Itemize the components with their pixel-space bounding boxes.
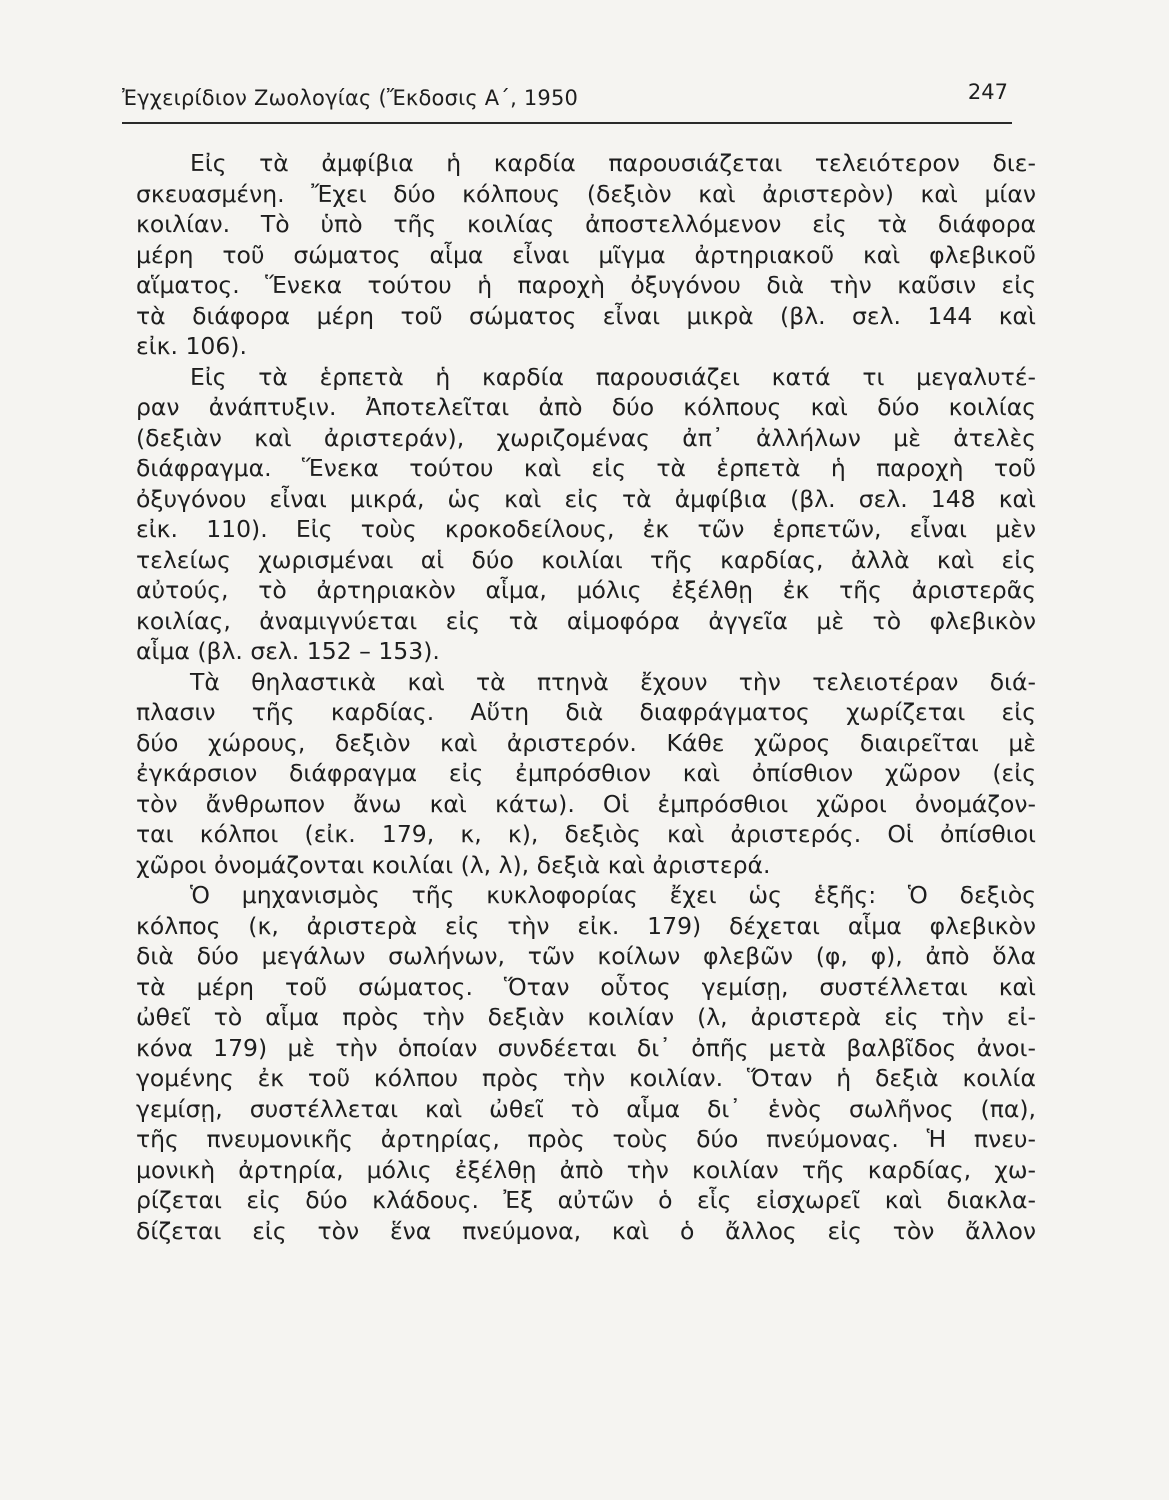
text-line: ὀξυγόνου εἶναι μικρά, ὡς καὶ εἰς τὰ ἀμφίβια (βλ. σελ. 148 καὶ — [136, 484, 1036, 513]
paragraph-mammals-birds — [136, 667, 1036, 881]
body-text — [136, 148, 1036, 1246]
running-header-title: Ἐγχειρίδιον Ζωολογίας (Ἔκδοσις Α΄, 1950 — [122, 86, 579, 110]
text-line: τὰ μέρη τοῦ σώματος. Ὅταν οὗτος γεμίσῃ, συστέλλεται καὶ — [136, 972, 1036, 1001]
paragraph-circulation-mechanism — [136, 880, 1036, 1246]
paragraph-amphibians — [136, 148, 1036, 362]
text-line: πλασιν τῆς καρδίας. Αὕτη διὰ διαφράγματος χωρίζεται εἰς — [136, 698, 1036, 726]
text-line: κόνα 179) μὲ τὴν ὁποίαν συνδέεται δι᾽ ὀπῆς μετὰ βαλβῖδος ἀνοι- — [136, 1033, 1036, 1062]
text-line: Εἰς τὰ ἀμφίβια ἡ καρδία παρουσιάζεται τελειότερον διε- — [190, 149, 1036, 177]
text-line: μέρη τοῦ σώματος αἷμα εἶναι μῖγμα ἀρτηριακοῦ καὶ φλεβικοῦ — [136, 240, 1036, 269]
text-line: ραν ἀνάπτυξιν. Ἀποτελεῖται ἀπὸ δύο κόλπους καὶ δύο κοιλίας — [136, 393, 1036, 421]
text-line: τελείως χωρισμέναι αἱ δύο κοιλίαι τῆς καρδίας, ἀλλὰ καὶ εἰς — [136, 545, 1036, 574]
text-line: (δεξιὰν καὶ ἀριστεράν), χωριζομένας ἀπ᾽ ἀλλήλων μὲ ἀτελὲς — [136, 423, 1036, 452]
text-line: δύο χώρους, δεξιὸν καὶ ἀριστερόν. Κάθε χῶρος διαιρεῖται μὲ — [136, 728, 1036, 757]
text-line: ἐγκάρσιον διάφραγμα εἰς ἐμπρόσθιον καὶ ὀπίσθιον χῶρον (εἰς — [136, 759, 1036, 787]
text-line: σκευασμένη. Ἔχει δύο κόλπους (δεξιὸν καὶ ἀριστερὸν) καὶ μίαν — [136, 179, 1036, 208]
text-line: κόλπος (κ, ἀριστερὰ εἰς τὴν εἰκ. 179) δέχεται αἷμα φλεβικὸν — [136, 911, 1036, 940]
text-line: χῶροι ὀνομάζονται κοιλίαι (λ, λ), δεξιὰ καὶ ἀριστερά. — [136, 850, 771, 879]
text-line: εἰκ. 110). Εἰς τοὺς κροκοδείλους, ἐκ τῶν ἑρπετῶν, εἶναι μὲν — [136, 515, 1036, 543]
text-line: διάφραγμα. Ἕνεκα τούτου καὶ εἰς τὰ ἑρπετὰ ἡ παροχὴ τοῦ — [136, 454, 1036, 482]
text-line: κοιλίαν. Τὸ ὑπὸ τῆς κοιλίας ἀποστελλόμενον εἰς τὰ διάφορα — [136, 210, 1036, 238]
text-line: τὰ διάφορα μέρη τοῦ σώματος εἶναι μικρὰ (βλ. σελ. 144 καὶ — [136, 301, 1036, 330]
text-line: τῆς πνευμονικῆς ἀρτηρίας, πρὸς τοὺς δύο πνεύμονας. Ἡ πνευ- — [136, 1125, 1036, 1153]
paragraph-reptiles — [136, 362, 1036, 667]
text-line: εἰκ. 106). — [136, 332, 247, 360]
running-header — [122, 80, 1012, 120]
text-line: ρίζεται εἰς δύο κλάδους. Ἐξ αὐτῶν ὁ εἷς εἰσχωρεῖ καὶ διακλα- — [136, 1186, 1036, 1214]
text-line: κοιλίας, ἀναμιγνύεται εἰς τὰ αἱμοφόρα ἀγγεῖα μὲ τὸ φλεβικὸν — [136, 606, 1036, 635]
header-rule — [122, 122, 1012, 124]
text-line: Τὰ θηλαστικὰ καὶ τὰ πτηνὰ ἔχουν τὴν τελειοτέραν διά- — [190, 667, 1036, 696]
text-line: ὠθεῖ τὸ αἷμα πρὸς τὴν δεξιὰν κοιλίαν (λ, ἀριστερὰ εἰς τὴν εἰ- — [136, 1003, 1036, 1031]
text-line: τὸν ἄνθρωπον ἄνω καὶ κάτω). Οἱ ἐμπρόσθιοι χῶροι ὀνομάζον- — [136, 789, 1036, 818]
text-line: δίζεται εἰς τὸν ἕνα πνεύμονα, καὶ ὁ ἄλλος εἰς τὸν ἄλλον — [136, 1216, 1036, 1245]
text-line: Εἰς τὰ ἑρπετὰ ἡ καρδία παρουσιάζει κατά τι μεγαλυτέ- — [190, 362, 1036, 391]
text-line: ται κόλποι (εἰκ. 179, κ, κ), δεξιὸς καὶ ἀριστερός. Οἱ ὀπίσθιοι — [136, 820, 1036, 848]
text-line: αἷμα (βλ. σελ. 152 – 153). — [136, 637, 440, 665]
text-line: μονικὴ ἀρτηρία, μόλις ἐξέλθῃ ἀπὸ τὴν κοιλίαν τῆς καρδίας, χω- — [136, 1155, 1036, 1184]
text-line: αἵματος. Ἕνεκα τούτου ἡ παροχὴ ὀξυγόνου διὰ τὴν καῦσιν εἰς — [136, 271, 1036, 299]
text-line: αὐτούς, τὸ ἀρτηριακὸν αἷμα, μόλις ἐξέλθῃ ἐκ τῆς ἀριστερᾶς — [136, 576, 1036, 604]
text-line: Ὁ μηχανισμὸς τῆς κυκλοφορίας ἔχει ὡς ἑξῆς: Ὁ δεξιὸς — [190, 881, 1036, 909]
text-line: γομένης ἐκ τοῦ κόλπου πρὸς τὴν κοιλίαν. Ὅταν ἡ δεξιὰ κοιλία — [136, 1064, 1036, 1092]
text-line: γεμίσῃ, συστέλλεται καὶ ὠθεῖ τὸ αἷμα δι᾽ ἑνὸς σωλῆνος (πα), — [136, 1094, 1036, 1123]
text-line: διὰ δύο μεγάλων σωλήνων, τῶν κοίλων φλεβῶν (φ, φ), ἀπὸ ὅλα — [136, 942, 1036, 970]
page-number: 247 — [967, 80, 1008, 104]
